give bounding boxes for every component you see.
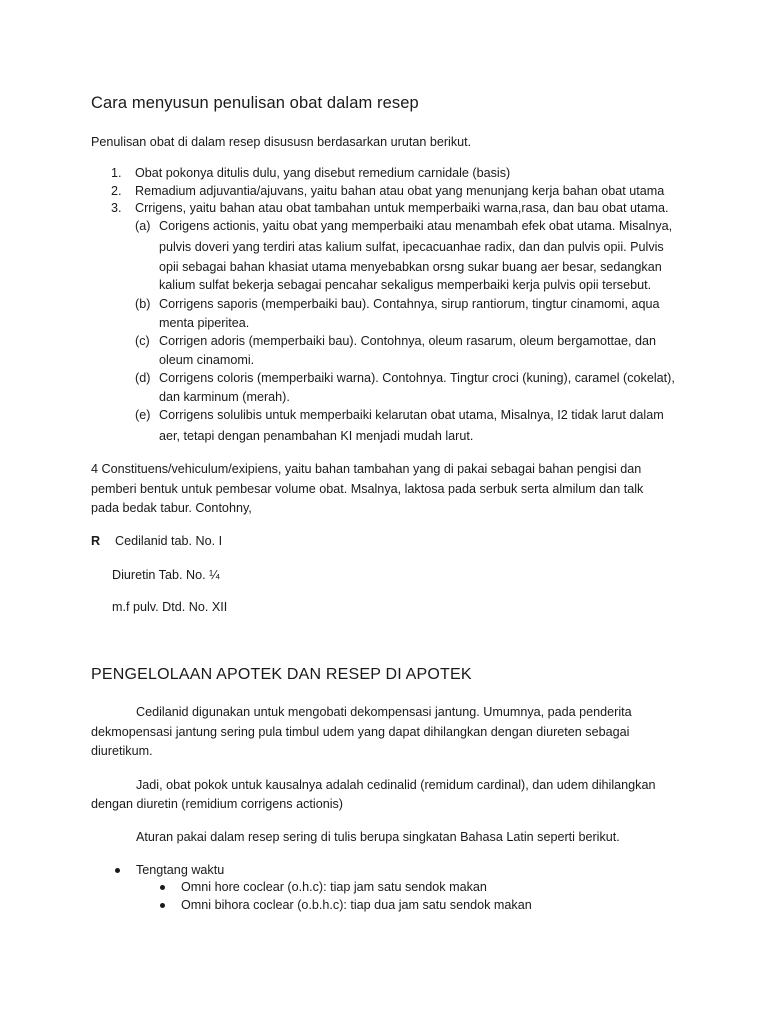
sublist-line: Corrigens saporis (memperbaiki bau). Contahnya, sirup rantiorum, tingtur cinamomi, aqua [159,297,660,311]
bullet-item: Tengtang waktu [136,863,225,877]
sublist-line: pulvis doveri yang terdiri atas kalium sulfat, ipecacuanhae radix, dan dan pulvis opii. Pulvis [159,240,664,254]
sublist-label: (a) [135,219,151,233]
sublist-line: Corrigen adoris (memperbaiki bau). Contohnya, oleum rasarum, oleum bergamottae, dan [159,334,656,348]
paragraph-line: pemberi bentuk untuk pembesar volume obat. Msalnya, laktosa pada serbuk serta almilum dan talk [91,482,644,496]
sub-bullet-item: Omni bihora coclear (o.b.h.c): tiap dua jam satu sendok makan [181,898,532,912]
heading-cara-menyusun: Cara menyusun penulisan obat dalam resep [91,94,419,112]
sublist-label: (d) [135,371,151,385]
sub-bullet-item: Omni hore coclear (o.h.c): tiap jam satu sendok makan [181,880,487,894]
recipe-line: Cedilanid tab. No. I [115,534,223,548]
bullet-icon [115,868,120,873]
list-item: Crrigens, yaitu bahan atau obat tambahan untuk memperbaiki warna,rasa, dan bau obat utama. [135,201,669,215]
heading-pengelolaan-apotek: PENGELOLAAN APOTEK DAN RESEP DI APOTEK [91,666,472,683]
sublist-line: opii sebagai bahan khasiat utama menyebabkan orsng sukar buang aer besar, sedangkan [159,260,662,274]
paragraph-line: Aturan pakai dalam resep sering di tulis berupa singkatan Bahasa Latin seperti berikut. [136,830,620,844]
paragraph-line: dengan diuretin (remidium corrigens actionis) [91,797,343,811]
sublist-line: Corrigens solulibis untuk memperbaiki kelarutan obat utama, Misalnya, I2 tidak larut dalam [159,408,664,422]
intro-paragraph: Penulisan obat di dalam resep disususn berdasarkan urutan berikut. [91,135,472,149]
list-item: Obat pokonya ditulis dulu, yang disebut remedium carnidale (basis) [135,166,511,180]
list-number: 2. [111,184,122,198]
sublist-line: menta piperitea. [159,316,250,330]
sublist-line: dan karminum (merah). [159,390,290,404]
recipe-r-label: R [91,534,101,548]
bullet-icon [160,885,165,890]
sublist-label: (c) [135,334,150,348]
paragraph-line: diuretikum. [91,744,153,758]
paragraph-line: dekmopensasi jantung sering pula timbul udem yang dapat dihilangkan dengan diureten sebagai [91,725,630,739]
sublist-line: aer, tetapi dengan penambahan KI menjadi mudah larut. [159,429,474,443]
list-number: 1. [111,166,122,180]
sublist-label: (e) [135,408,151,422]
sublist-line: Corigens actionis, yaitu obat yang memperbaiki atau menambah efek obat utama. Misalnya, [159,219,673,233]
list-number: 3. [111,201,122,215]
sublist-line: Corrigens coloris (memperbaiki warna). Contohnya. Tingtur croci (kuning), caramel (cokelat), [159,371,675,385]
sublist-line: kalium sulfat bekerja sebagai pencahar sekaligus memperbaiki kerja pulvis opii tersebut. [159,278,652,292]
paragraph-line: 4 Constituens/vehiculum/exipiens, yaitu bahan tambahan yang di pakai sebagai bahan pengisi dan [91,462,642,476]
sublist-line: oleum cinamomi. [159,353,255,367]
paragraph-line: Jadi, obat pokok untuk kausalnya adalah cedinalid (remidum cardinal), dan udem dihilangkan [136,778,656,792]
recipe-line: m.f pulv. Dtd. No. XII [112,600,228,614]
bullet-icon [160,903,165,908]
paragraph-line: pada bedak tabur. Contohny, [91,501,252,515]
sublist-label: (b) [135,297,151,311]
list-item: Remadium adjuvantia/ajuvans, yaitu bahan atau obat yang menunjang kerja bahan obat utama [135,184,665,198]
recipe-line: Diuretin Tab. No. ¼ [112,568,220,582]
paragraph-line: Cedilanid digunakan untuk mengobati dekompensasi jantung. Umumnya, pada penderita [136,705,632,719]
